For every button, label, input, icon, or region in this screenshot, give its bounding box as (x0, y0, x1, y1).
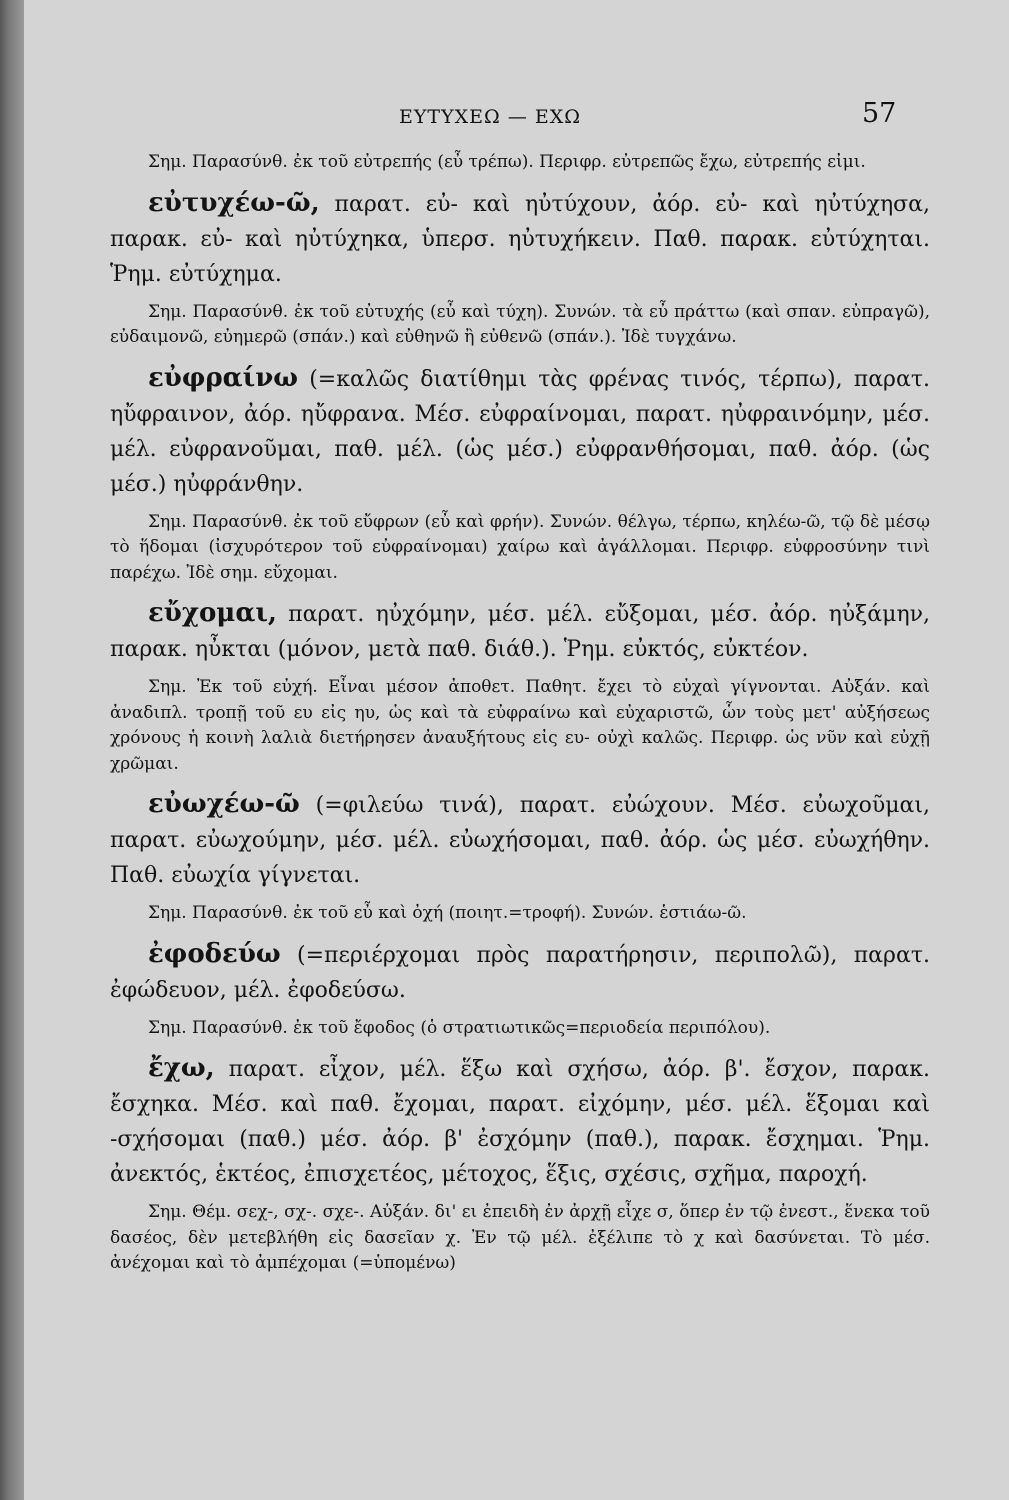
note-paragraph (110, 675, 930, 777)
note-text: Σημ. Παρασύνθ. ἐκ τοῦ εὐτρεπής (εὖ τρέπω). Περιφρ. εὐτρεπῶς ἔχω, εὐτρεπής εἰμι. (148, 152, 866, 172)
dictionary-entry (110, 361, 930, 502)
dictionary-entry (110, 596, 930, 667)
note-text: Σημ. Παρασύνθ. ἐκ τοῦ εὔφρων (εὖ καὶ φρήν). Συνών. θέλγω, τέρπω, κηλέω-ῶ, τῷ δὲ μέσῳ τὸ ἥδομαι (ἰσχυρότερον τοῦ εὐφραίνομαι) χαίρω καὶ ἀγάλλομαι. Περιφρ. εὐφροσύνην τινὶ παρέχω. Ἰδὲ σημ. εὔχομαι. (110, 511, 930, 583)
entry-lemma: ἔχω, (148, 1053, 215, 1083)
dictionary-entry (110, 186, 930, 292)
page-header (24, 98, 1009, 138)
entry-text: (=περιέρχομαι πρὸς παρατήρησιν, περιπολῶ), παρατ. ἐφώδευον, μέλ. ἐφοδεύσω. (110, 942, 930, 1003)
dictionary-entry (110, 937, 930, 1008)
dictionary-entry (110, 1051, 930, 1192)
page-edge-shadow (0, 0, 24, 1500)
dictionary-entry (110, 787, 930, 893)
entry-text: (=φιλεύω τινά), παρατ. εὐώχουν. Μέσ. εὐωχοῦμαι, παρατ. εὐωχούμην, μέσ. μέλ. εὐωχήσομαι, παθ. ἀόρ. ὡς μέσ. εὐωχήθην. Παθ. εὐωχία γίγνεται. (110, 793, 930, 888)
entry-text: παρατ. ηὐχόμην, μέσ. μέλ. εὔξομαι, μέσ. ἀόρ. ηὐξάμην, παρακ. ηὖκται (μόνον, μετὰ παθ. διάθ.). Ῥημ. εὐκτός, εὐκτέον. (110, 602, 930, 662)
note-paragraph (110, 1016, 930, 1042)
entry-text: παρατ. εὐ- καὶ ηὐτύχουν, ἀόρ. εὐ- καὶ ηὐτύχησα, παρακ. εὐ- καὶ ηὐτύχηκα, ὑπερσ. ηὐτυχήκειν. Παθ. παρακ. εὐτύχηται. Ῥημ. εὐτύχημα. (110, 191, 930, 287)
page-body (110, 150, 930, 1287)
page-number: 57 (862, 98, 897, 129)
note-text: Σημ. Παρασύνθ. ἐκ τοῦ εὖ καὶ ὀχή (ποιητ.=τροφή). Συνών. ἑστιάω-ῶ. (148, 903, 747, 923)
entry-text: παρατ. εἶχον, μέλ. ἕξω καὶ σχήσω, ἀόρ. β'. ἔσχον, παρακ. ἔσχηκα. Μέσ. καὶ παθ. ἔχομαι, παρατ. εἰχόμην, μέσ. μέλ. ἕξομαι καὶ -σχήσομαι (παθ.) μέσ. ἀόρ. β' ἐσχόμην (παθ.), παρακ. ἔσχημαι. Ῥημ. ἀνεκτός, ἑκτέος, ἐπισχετέος, μέτοχος, ἕξις, σχέσις, σχῆμα, παροχή. (110, 1057, 930, 1187)
note-text: Σημ. Ἐκ τοῦ εὐχή. Εἶναι μέσον ἀποθετ. Παθητ. ἔχει τὸ εὐχαὶ γίγνονται. Αὐξάν. καὶ ἀναδιπλ. τροπῇ τοῦ ευ εἰς ηυ, ὡς καὶ τὰ εὐφραίνω καὶ εὐχαριστῶ, ὧν τοὺς μετ' αὐξήσεως χρόνους ἡ κοινὴ λαλιὰ διετήρησεν ἀναυξήτους εἰς ευ- οὐχὶ καλῶς. Περιφρ. ὡς νῦν καὶ εὐχῇ χρῶμαι. (110, 677, 930, 774)
entry-lemma: εὐφραίνω (148, 362, 299, 393)
entry-lemma: εὔχομαι, (148, 598, 277, 628)
note-paragraph (110, 901, 930, 927)
note-text: Σημ. Παρασύνθ. ἐκ τοῦ ἔφοδος (ὁ στρατιωτικῶς=περιοδεία περιπόλου). (148, 1017, 771, 1038)
book-page (24, 0, 1009, 1500)
note-text: Σημ. Παρασύνθ. ἐκ τοῦ εὐτυχής (εὖ καὶ τύχη). Συνών. τὰ εὖ πράττω (καὶ σπαν. εὐπραγῶ), εὐδαιμονῶ, εὐημερῶ (σπάν.) καὶ εὐθηνῶ ἢ εὐθενῶ (σπάν.). Ἰδὲ τυγχάνω. (110, 301, 930, 347)
entry-text: (=καλῶς διατίθημι τὰς φρένας τινός, τέρπω), παρατ. ηὔφραινον, ἀόρ. ηὔφρανα. Μέσ. εὐφραίνομαι, παρατ. ηὐφραινόμην, μέσ. μέλ. εὐφρανοῦμαι, παθ. μέλ. (ὡς μέσ.) εὐφρανθήσομαι, παθ. ἀόρ. (ὡς μέσ.) ηὐφράνθην. (110, 366, 930, 497)
entry-lemma: εὐτυχέω-ῶ, (148, 187, 320, 218)
note-paragraph (110, 510, 930, 587)
note-text: Σημ. Θέμ. σεχ-, σχ-. σχε-. Αὐξάν. δι' ει ἐπειδὴ ἐν ἀρχῇ εἶχε σ, ὅπερ ἐν τῷ ἐνεστ., ἕνεκα τοῦ δασέος, δὲν μετεβλήθη εἰς δασεῖαν χ. Ἐν τῷ μέλ. ἐξέλιπε τὸ χ καὶ δασύνεται. Τὸ μέσ. ἀνέχομαι καὶ τὸ ἀμπέχομαι (=ὑπομένω) (110, 1202, 930, 1273)
note-paragraph (110, 1200, 930, 1277)
note-paragraph (110, 150, 930, 176)
entry-lemma: ἐφοδεύω (148, 938, 281, 969)
running-head: ΕΥΤΥΧΕΩ — ΕΧΩ (399, 106, 582, 128)
note-paragraph (110, 300, 930, 351)
entry-lemma: εὐωχέω-ῶ (148, 789, 300, 819)
